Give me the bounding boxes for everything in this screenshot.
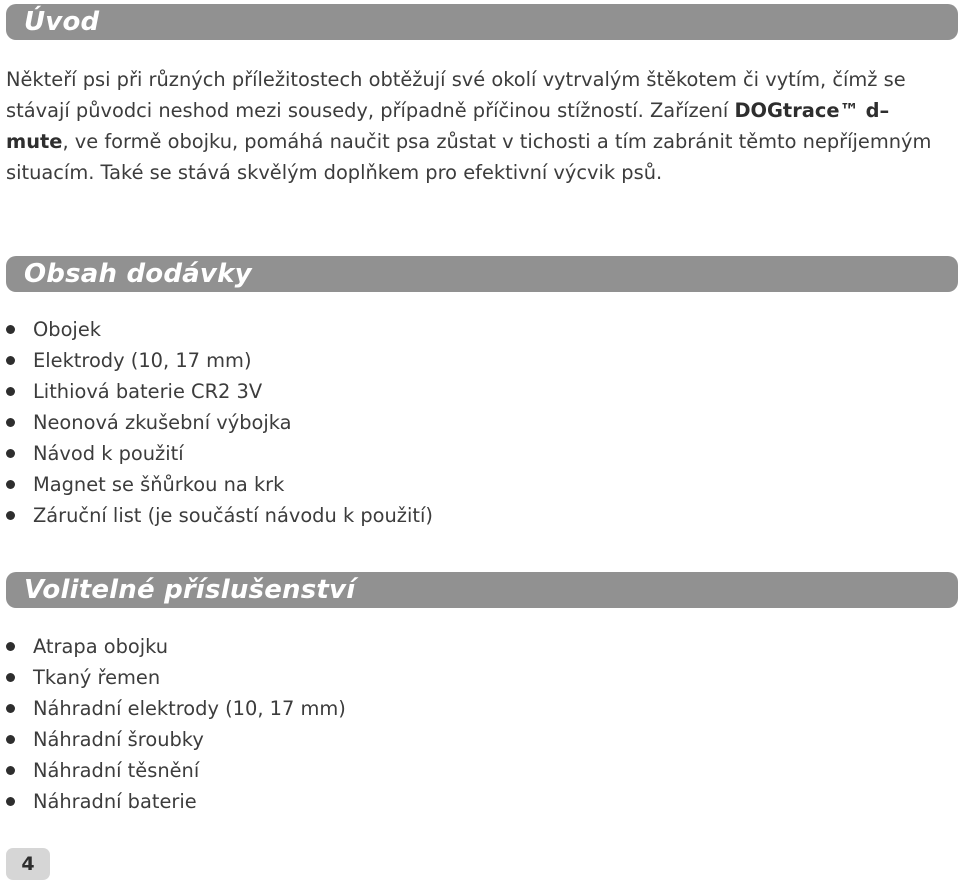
list-item: Náhradní šroubky — [6, 724, 346, 755]
bullet-icon — [6, 325, 15, 334]
section-header-intro — [6, 4, 958, 40]
section-title-intro: Úvod — [24, 7, 100, 37]
section-header-accessories — [6, 572, 958, 608]
intro-paragraph — [6, 64, 951, 188]
bullet-icon — [6, 356, 15, 365]
bullet-icon — [6, 387, 15, 396]
list-item: Atrapa obojku — [6, 631, 346, 662]
bullet-icon — [6, 642, 15, 651]
section-header-contents — [6, 256, 958, 292]
bullet-icon — [6, 673, 15, 682]
page-number-badge — [6, 848, 50, 880]
accessories-list — [6, 631, 346, 817]
intro-text-before: Někteří psi při různých příležitostech obtěžují své okolí vytrvalým štěkotem či vytím, čímž se stávají původci neshod mezi sousedy, případně příčinou stížností. Zařízení — [6, 68, 906, 122]
list-item: Lithiová baterie CR2 3V — [6, 376, 433, 407]
list-item: Návod k použití — [6, 438, 433, 469]
list-item: Magnet se šňůrkou na krk — [6, 469, 433, 500]
bullet-icon — [6, 735, 15, 744]
contents-list — [6, 314, 433, 531]
section-title-contents: Obsah dodávky — [24, 259, 252, 289]
list-item: Obojek — [6, 314, 433, 345]
bullet-icon — [6, 704, 15, 713]
list-item: Náhradní baterie — [6, 786, 346, 817]
list-item: Náhradní elektrody (10, 17 mm) — [6, 693, 346, 724]
list-item: Elektrody (10, 17 mm) — [6, 345, 433, 376]
list-item: Náhradní těsnění — [6, 755, 346, 786]
bullet-icon — [6, 797, 15, 806]
bullet-icon — [6, 480, 15, 489]
bullet-icon — [6, 511, 15, 520]
list-item: Záruční list (je součástí návodu k použití) — [6, 500, 433, 531]
bullet-icon — [6, 766, 15, 775]
list-item: Tkaný řemen — [6, 662, 346, 693]
bullet-icon — [6, 418, 15, 427]
section-title-accessories: Volitelné příslušenství — [24, 575, 356, 605]
bullet-icon — [6, 449, 15, 458]
list-item: Neonová zkušební výbojka — [6, 407, 433, 438]
page-number: 4 — [21, 853, 35, 875]
intro-text-after: , ve formě obojku, pomáhá naučit psa zůstat v tichosti a tím zabránit těmto nepříjemným situacím. Také se stává skvělým doplňkem pro efektivní výcvik psů. — [6, 130, 932, 184]
product-name: DOGtrace™ d–mute — [6, 99, 890, 153]
